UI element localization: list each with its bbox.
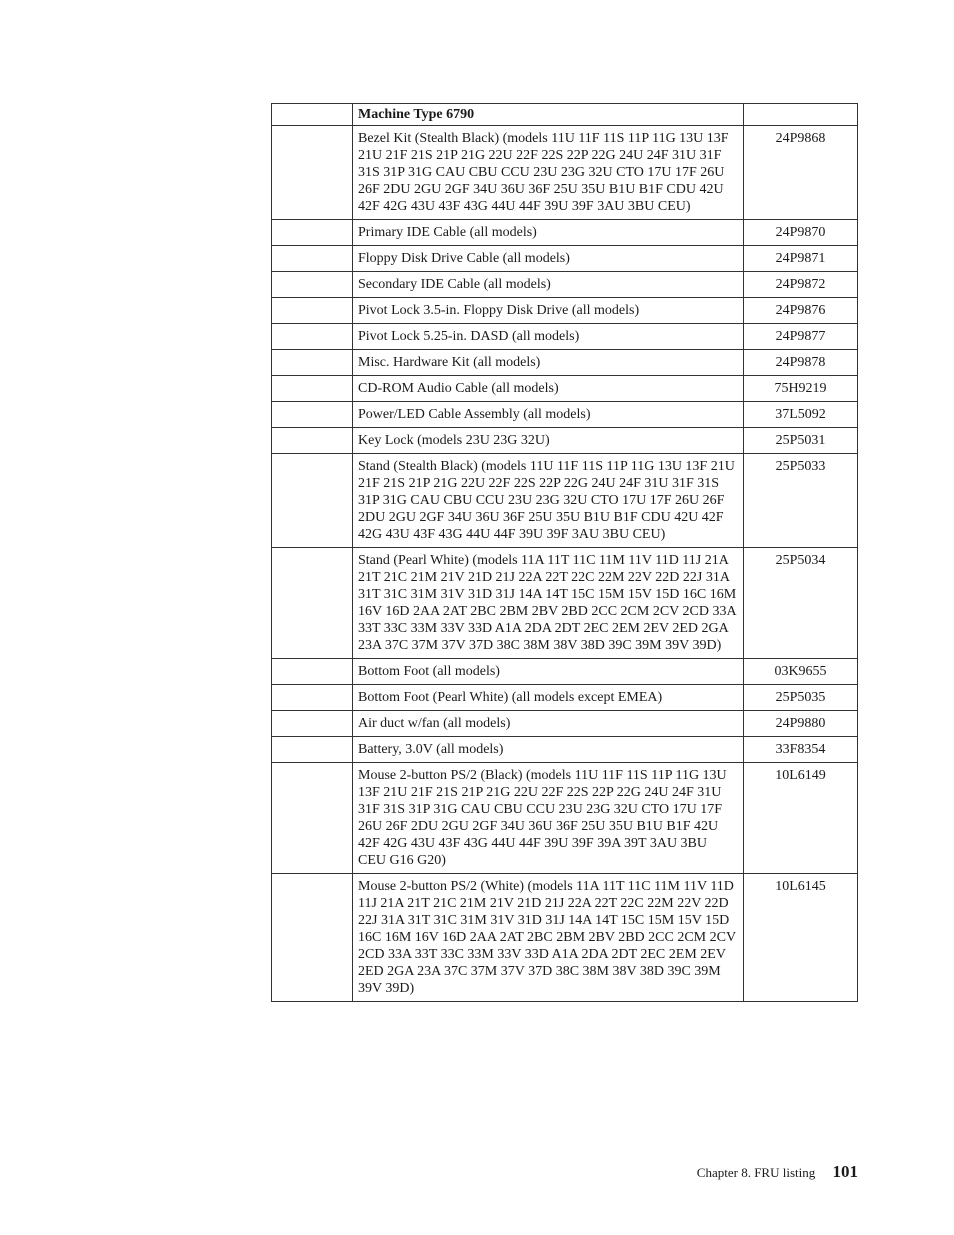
part-description: Floppy Disk Drive Cable (all models)	[353, 246, 744, 272]
row-index-cell	[272, 548, 353, 659]
part-description: Pivot Lock 3.5-in. Floppy Disk Drive (all models)	[353, 298, 744, 324]
part-description: Bottom Foot (all models)	[353, 659, 744, 685]
page-footer	[697, 1162, 858, 1182]
fru-part-number: 03K9655	[744, 659, 858, 685]
table-row	[272, 428, 858, 454]
fru-part-number: 25P5035	[744, 685, 858, 711]
fru-part-number: 24P9868	[744, 126, 858, 220]
part-description: Air duct w/fan (all models)	[353, 711, 744, 737]
fru-part-number: 24P9871	[744, 246, 858, 272]
row-index-cell	[272, 402, 353, 428]
fru-part-number: 10L6149	[744, 763, 858, 874]
fru-part-number: 24P9880	[744, 711, 858, 737]
fru-part-number: 75H9219	[744, 376, 858, 402]
table-row	[272, 272, 858, 298]
table-row	[272, 659, 858, 685]
row-index-cell	[272, 737, 353, 763]
fru-part-number: 24P9876	[744, 298, 858, 324]
page-number: 101	[832, 1162, 858, 1181]
row-index-cell	[272, 428, 353, 454]
part-description: CD-ROM Audio Cable (all models)	[353, 376, 744, 402]
part-description: Stand (Stealth Black) (models 11U 11F 11S 11P 11G 13U 13F 21U 21F 21S 21P 21G 22U 22F 22S 22P 22G 24U 24F 31U 31F 31S 31P 31G CAU CBU CCU 23U 23G 32U CTO 17U 17F 26U 26F 2DU 2GU 2GF 34U 36U 36F 25U 35U B1U B1F CDU 42U 42F 42G 43U 43F 43G 44U 44F 39U 39F 3AU 3BU CEU)	[353, 454, 744, 548]
fru-part-number: 25P5031	[744, 428, 858, 454]
row-index-cell	[272, 272, 353, 298]
fru-part-number: 37L5092	[744, 402, 858, 428]
row-index-cell	[272, 711, 353, 737]
table-row	[272, 220, 858, 246]
row-index-cell	[272, 246, 353, 272]
table-header-row	[272, 104, 858, 126]
row-index-cell	[272, 454, 353, 548]
table-row	[272, 376, 858, 402]
part-description: Battery, 3.0V (all models)	[353, 737, 744, 763]
fru-part-number: 25P5033	[744, 454, 858, 548]
fru-part-number: 10L6145	[744, 874, 858, 1002]
header-fru-cell	[744, 104, 858, 126]
table-row	[272, 454, 858, 548]
part-description: Pivot Lock 5.25-in. DASD (all models)	[353, 324, 744, 350]
row-index-cell	[272, 298, 353, 324]
table-row	[272, 737, 858, 763]
table-row	[272, 298, 858, 324]
row-index-cell	[272, 324, 353, 350]
row-index-cell	[272, 350, 353, 376]
fru-part-number: 33F8354	[744, 737, 858, 763]
row-index-cell	[272, 763, 353, 874]
header-machine-type: Machine Type 6790	[353, 104, 744, 126]
header-index-cell	[272, 104, 353, 126]
table-row	[272, 548, 858, 659]
row-index-cell	[272, 685, 353, 711]
table-row	[272, 246, 858, 272]
table-row	[272, 350, 858, 376]
part-description: Stand (Pearl White) (models 11A 11T 11C 11M 11V 11D 11J 21A 21T 21C 21M 21V 21D 21J 22A 22T 22C 22M 22V 22D 22J 31A 31T 31C 31M 31V 31D 31J 14A 14T 15C 15M 15V 15D 16C 16M 16V 16D 2AA 2AT 2BC 2BM 2BV 2BD 2CC 2CM 2CV 2CD 33A 33T 33C 33M 33V 33D A1A 2DA 2DT 2EC 2EM 2EV 2ED 2GA 23A 37C 37M 37V 37D 38C 38M 38V 38D 39C 39M 39V 39D)	[353, 548, 744, 659]
part-description: Mouse 2-button PS/2 (Black) (models 11U 11F 11S 11P 11G 13U 13F 21U 21F 21S 21P 21G 22U 22F 22S 22P 22G 24U 24F 31U 31F 31S 31P 31G CAU CBU CCU 23U 23G 32U CTO 17U 17F 26U 26F 2DU 2GU 2GF 34U 36U 36F 25U 35U B1U B1F 42U 42F 42G 43U 43F 43G 44U 44F 39U 39F 39A 39T 3AU 3BU CEU G16 G20)	[353, 763, 744, 874]
part-description: Bottom Foot (Pearl White) (all models except EMEA)	[353, 685, 744, 711]
fru-part-number: 24P9877	[744, 324, 858, 350]
table-row	[272, 685, 858, 711]
fru-part-number: 24P9878	[744, 350, 858, 376]
part-description: Bezel Kit (Stealth Black) (models 11U 11F 11S 11P 11G 13U 13F 21U 21F 21S 21P 21G 22U 22F 22S 22P 22G 24U 24F 31U 31F 31S 31P 31G CAU CBU CCU 23U 23G 32U CTO 17U 17F 26U 26F 2DU 2GU 2GF 34U 36U 36F 25U 35U B1U B1F CDU 42U 42F 42G 43U 43F 43G 44U 44F 39U 39F 3AU 3BU CEU)	[353, 126, 744, 220]
fru-part-number: 24P9872	[744, 272, 858, 298]
row-index-cell	[272, 376, 353, 402]
table-row	[272, 126, 858, 220]
chapter-title: Chapter 8. FRU listing	[696, 1165, 816, 1180]
table-row	[272, 763, 858, 874]
part-description: Key Lock (models 23U 23G 32U)	[353, 428, 744, 454]
fru-table	[271, 103, 858, 1002]
row-index-cell	[272, 659, 353, 685]
row-index-cell	[272, 126, 353, 220]
table-row	[272, 711, 858, 737]
table-row	[272, 874, 858, 1002]
part-description: Secondary IDE Cable (all models)	[353, 272, 744, 298]
part-description: Primary IDE Cable (all models)	[353, 220, 744, 246]
part-description: Mouse 2-button PS/2 (White) (models 11A 11T 11C 11M 11V 11D 11J 21A 21T 21C 21M 21V 21D 21J 22A 22T 22C 22M 22V 22D 22J 31A 31T 31C 31M 31V 31D 31J 14A 14T 15C 15M 15V 15D 16C 16M 16V 16D 2AA 2AT 2BC 2BM 2BV 2BD 2CC 2CM 2CV 2CD 33A 33T 33C 33M 33V 33D A1A 2DA 2DT 2EC 2EM 2EV 2ED 2GA 23A 37C 37M 37V 37D 38C 38M 38V 38D 39C 39M 39V 39D)	[353, 874, 744, 1002]
row-index-cell	[272, 874, 353, 1002]
table-row	[272, 402, 858, 428]
fru-table-body	[272, 104, 858, 1002]
fru-part-number: 24P9870	[744, 220, 858, 246]
table-row	[272, 324, 858, 350]
row-index-cell	[272, 220, 353, 246]
fru-part-number: 25P5034	[744, 548, 858, 659]
part-description: Misc. Hardware Kit (all models)	[353, 350, 744, 376]
part-description: Power/LED Cable Assembly (all models)	[353, 402, 744, 428]
